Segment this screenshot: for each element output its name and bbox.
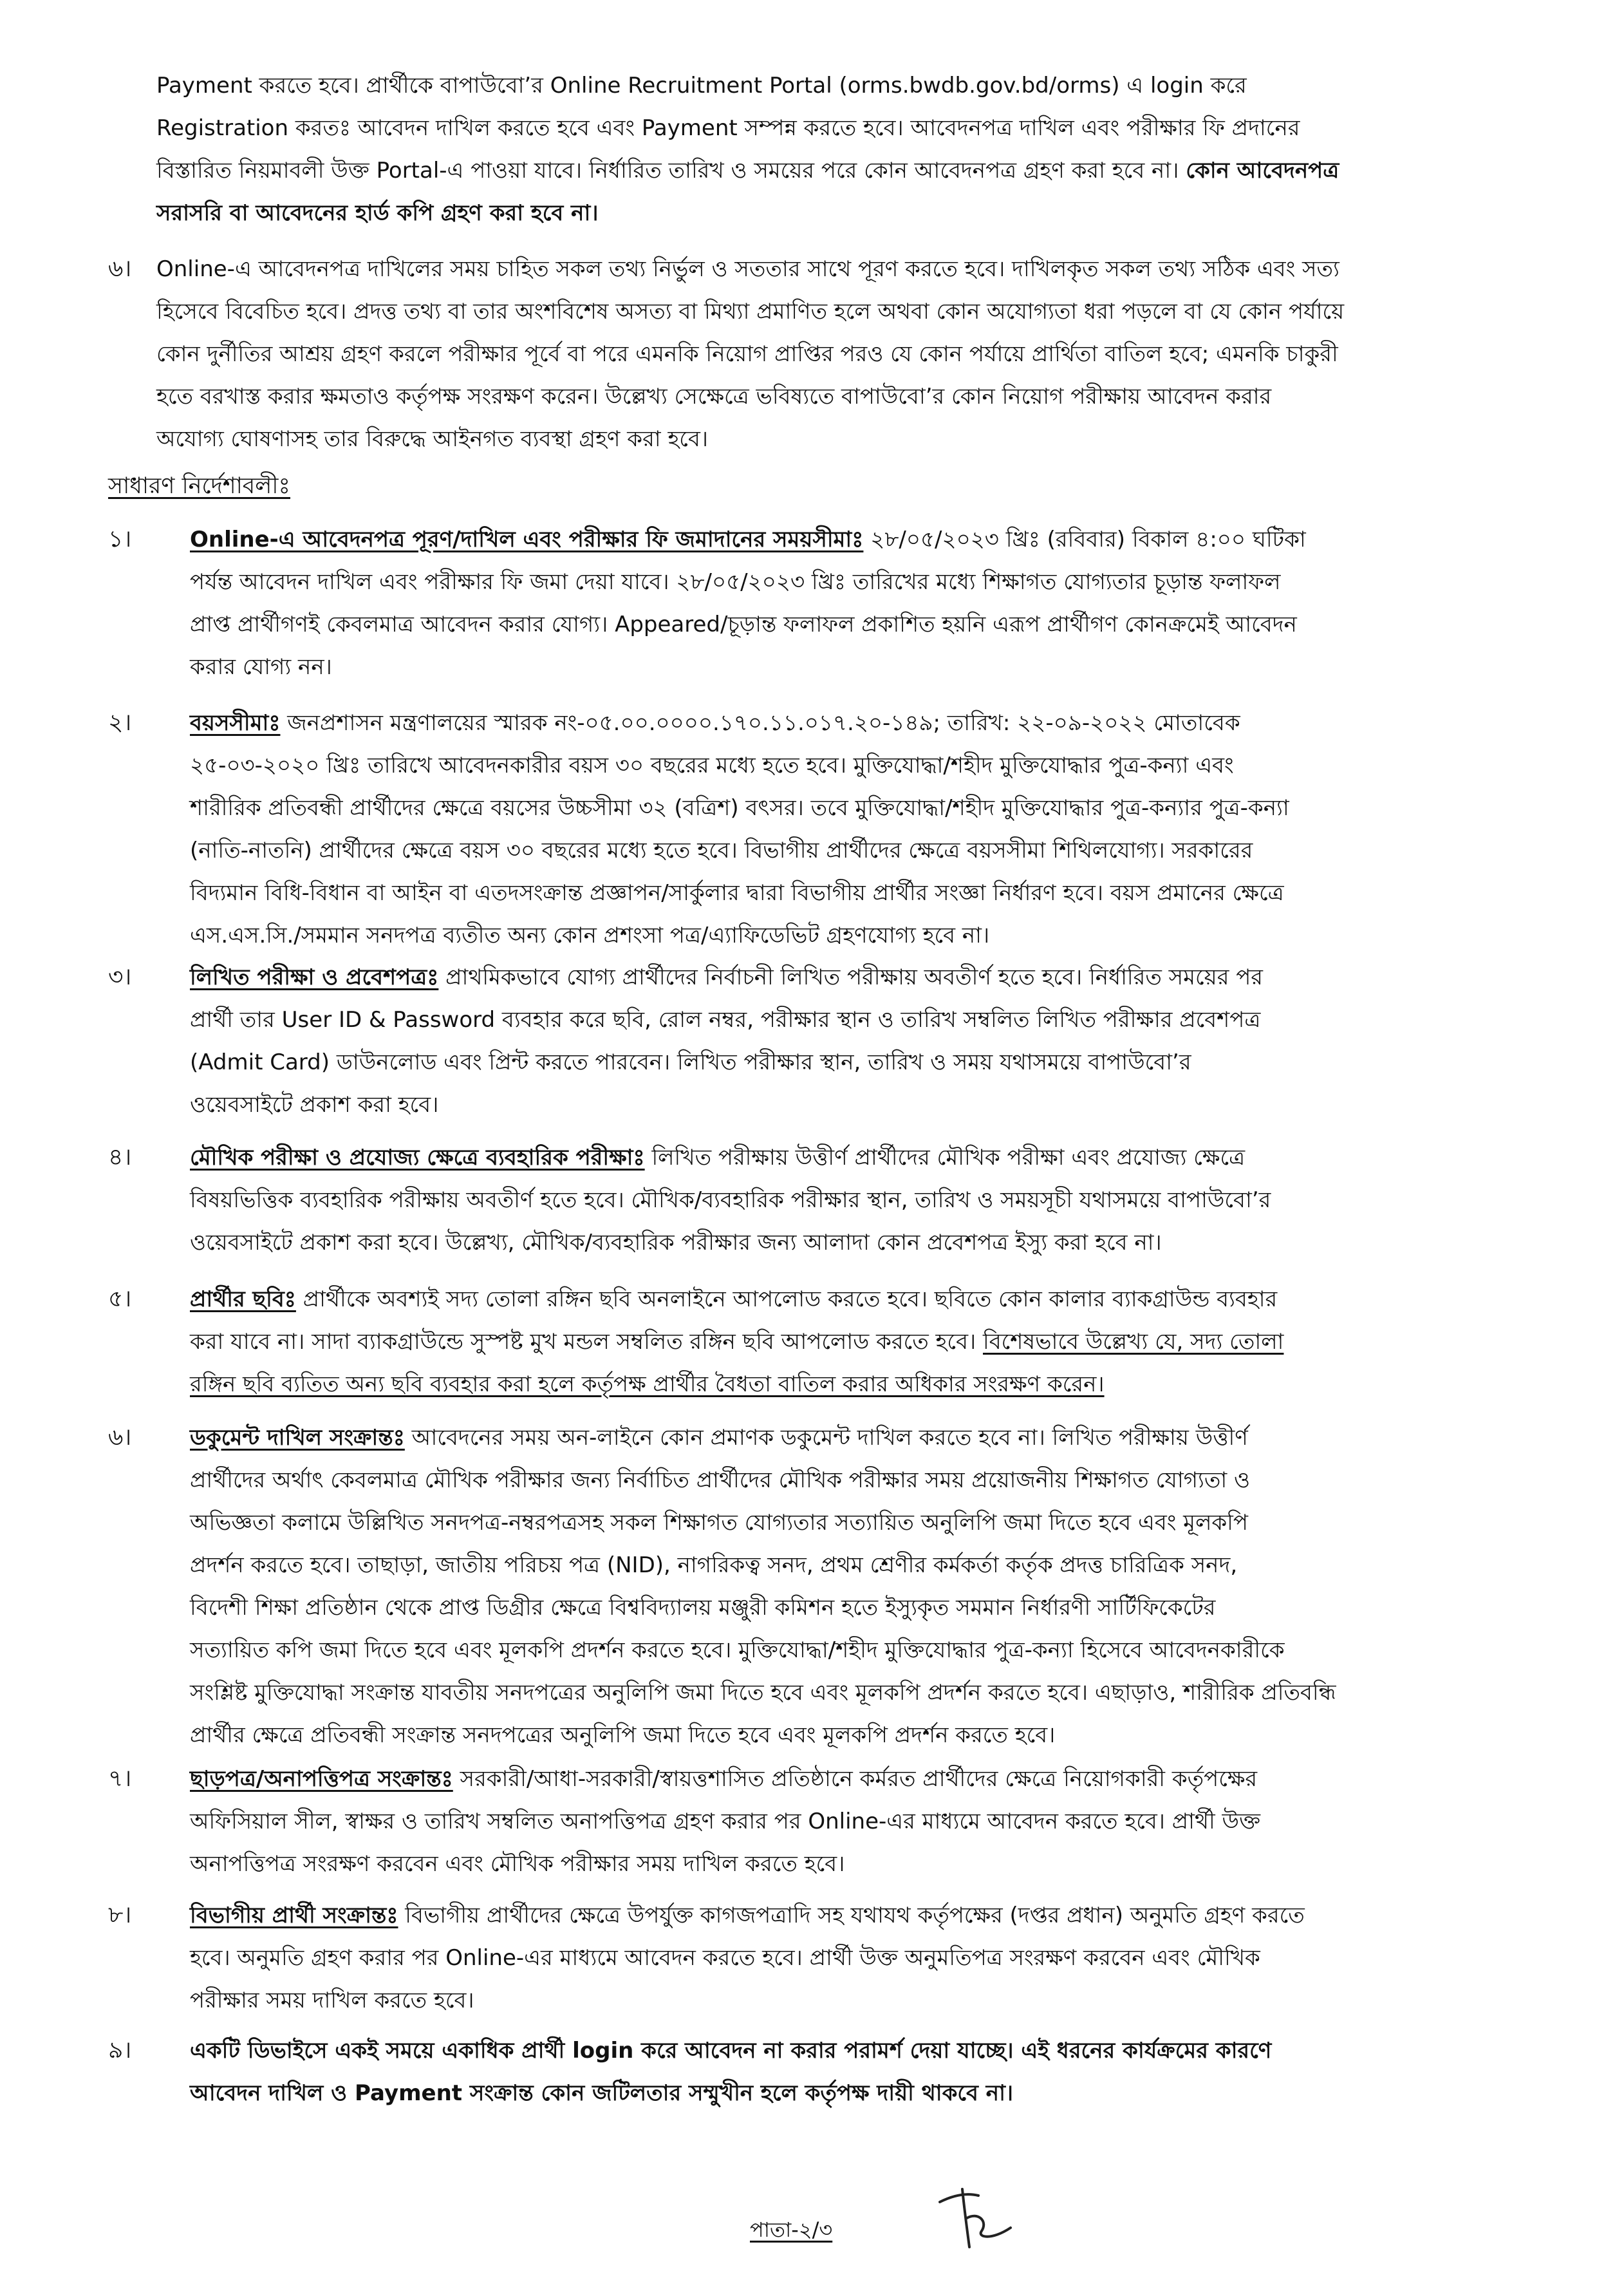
point6-line: অযোগ্য ঘোষণাসহ তার বিরুদ্ধে আইনগত ব্যবস্থা গ্রহণ করা হবে। [156,426,709,452]
intro-line: বিস্তারিত নিয়মাবলী উক্ত Portal-এ পাওয়া যাবে। নির্ধারিত তারিখ ও সময়ের পরে কোন আবেদনপত্র গ্রহণ করা হবে না। কোন আবেদনপত্র [156,158,1339,183]
item-6-paragraph: ডকুমেন্ট দাখিল সংক্রান্তঃ আবেদনের সময় অন-লাইনে কোন প্রমাণক ডকুমেন্ট দাখিল করতে হবে না। লিখিত পরীক্ষায় উত্তীর্ণ প্রার্থীদের অর্থাৎ কেবলমাত্র মৌখিক পরীক্ষার জন্য নির্বাচিত প্রার্থীদের মৌখিক পরীক্ষার সময় প্রয়োজনীয় শিক্ষাগত যোগ্যতা ও অভিজ্ঞতা কলামে উল্লিখিত সনদপত্র-নম্বরপত্রসহ সকল শিক্ষাগত যোগ্যতার সত্যায়িত অনুলিপি জমা দিতে হবে এবং মূলকপি প্রদর্শন করতে হবে। তাছাড়া, জাতীয় পরিচয় পত্র (NID), নাগরিকত্ব সনদ, প্রথম শ্রেণীর কর্মকর্তা কর্তৃক প্রদত্ত চারিত্রিক সনদ, বিদেশী শিক্ষা প্রতিষ্ঠান থেকে প্রাপ্ত ডিগ্রীর ক্ষেত্রে বিশ্ববিদ্যালয় মঞ্জুরী কমিশন হতে ইস্যুকৃত সমমান নির্ধারণী সার্টিফিকেটের সত্যায়িত কপি জমা দিতে হবে এবং মূলকপি প্রদর্শন করতে হবে। মুক্তিযোদ্ধা/শহীদ মুক্তিযোদ্ধার পুত্র-কন্যা হিসেবে আবেদনকারীকে সংশ্লিষ্ট মুক্তিযোদ্ধা সংক্রান্ত যাবতীয় সনদপত্রের অনুলিপি জমা দিতে হবে এবং মূলকপি প্রদর্শন করতে হবে। এছাড়াও, শারীরিক প্রতিবন্ধি প্রার্থীর ক্ষেত্রে প্রতিবন্ধী সংক্রান্ত সনদপত্রের অনুলিপি জমা দিতে হবে এবং মূলকপি প্রদর্শন করতে হবে। [190,1425,1336,1748]
item-4-number: ৪। [108,1144,132,1171]
item-8-number: ৮। [108,1902,132,1928]
item-7-title: ছাড়পত্র/অনাপত্তিপত্র সংক্রান্তঃ [190,1766,453,1792]
item-4-paragraph: মৌখিক পরীক্ষা ও প্রযোজ্য ক্ষেত্রে ব্যবহারিক পরীক্ষাঃ লিখিত পরীক্ষায় উত্তীর্ণ প্রার্থীদের মৌখিক পরীক্ষা এবং প্রযোজ্য ক্ষেত্রে বিষয়ভিত্তিক ব্যবহারিক পরীক্ষায় অবতীর্ণ হতে হবে। মৌখিক/ব্যবহারিক পরীক্ষার স্থান, তারিখ ও সময়সূচী যথাসময়ে বাপাউবো’র ওয়েবসাইটে প্রকাশ করা হবে। উল্লেখ্য, মৌখিক/ব্যবহারিক পরীক্ষার জন্য আলাদা কোন প্রবেশপত্র ইস্যু করা হবে না। [190,1145,1271,1256]
item-3-paragraph: লিখিত পরীক্ষা ও প্রবেশপত্রঃ প্রাথমিকভাবে যোগ্য প্রার্থীদের নির্বাচনী লিখিত পরীক্ষায় অবতীর্ণ হতে হবে। নির্ধারিত সময়ের পর প্রার্থী তার User ID & Password ব্যবহার করে ছবি, রোল নম্বর, পরীক্ষার স্থান ও তারিখ সম্বলিত লিখিত পরীক্ষার প্রবেশপত্র (Admit Card) ডাউনলোড এবং প্রিন্ট করতে পারবেন। লিখিত পরীক্ষার স্থান, তারিখ ও সময় যথাসময়ে বাপাউবো’র ওয়েবসাইটে প্রকাশ করা হবে। [190,965,1263,1118]
intro-line: Payment করতে হবে। প্রার্থীকে বাপাউবো’র Online Recruitment Portal (orms.bwdb.gov.bd/orms) এ login করে [156,73,1247,99]
item-1-paragraph: Online-এ আবেদনপত্র পূরণ/দাখিল এবং পরীক্ষার ফি জমাদানের সময়সীমাঃ ২৮/০৫/২০২৩ খ্রিঃ (রবিবার) বিকাল ৪:০০ ঘটিকা পর্যন্ত আবেদন দাখিল এবং পরীক্ষার ফি জমা দেয়া যাবে। ২৮/০৫/২০২৩ খ্রিঃ তারিখের মধ্যে শিক্ষাগত যোগ্যতার চূড়ান্ত ফলাফল প্রাপ্ত প্রার্থীগণই কেবলমাত্র আবেদন করার যোগ্য। Appeared/চূড়ান্ত ফলাফল প্রকাশিত হয়নি এরূপ প্রার্থীগণ কোনক্রমেই আবেদন করার যোগ্য নন। [190,527,1306,680]
item-1-title: Online-এ আবেদনপত্র পূরণ/দাখিল এবং পরীক্ষার ফি জমাদানের সময়সীমাঃ [190,527,864,552]
item-2-number: ২। [108,710,132,736]
item-8-title: বিভাগীয় প্রার্থী সংক্রান্তঃ [190,1903,398,1928]
item-9-paragraph: একটি ডিভাইসে একই সময়ে একাধিক প্রার্থী login করে আবেদন না করার পরামর্শ দেয়া যাচ্ছে। এই ধরনের কার্যক্রমের কারণে আবেদন দাখিল ও Payment সংক্রান্ত কোন জটিলতার সম্মুখীন হলে কর্তৃপক্ষ দায়ী থাকবে না। [190,2038,1272,2106]
item-6-title: ডকুমেন্ট দাখিল সংক্রান্তঃ [190,1425,405,1451]
signature-icon [927,2183,1023,2254]
page-number: পাতা-২/৩ [750,2217,833,2242]
point6-line: Online-এ আবেদনপত্র দাখিলের সময় চাহিত সকল তথ্য নির্ভুল ও সততার সাথে পূরণ করতে হবে। দাখিলকৃত সকল তথ্য সঠিক এবং সত্য [156,256,1339,282]
point6-number: ৬। [108,256,132,282]
item-2-title: বয়সসীমাঃ [190,710,281,736]
point6-line: হতে বরখাস্ত করার ক্ষমতাও কর্তৃপক্ষ সংরক্ষণ করেন। উল্লেখ্য সেক্ষেত্রে ভবিষ্যতে বাপাউবো’র কোন নিয়োগ পরীক্ষায় আবেদন করার [156,384,1272,409]
item-6-number: ৬। [108,1424,132,1451]
intro-line: সরাসরি বা আবেদনের হার্ড কপি গ্রহণ করা হবে না। [156,200,599,226]
item-3-title: লিখিত পরীক্ষা ও প্রবেশপত্রঃ [190,965,439,990]
item-5-paragraph: প্রার্থীর ছবিঃ প্রার্থীকে অবশ্যই সদ্য তোলা রঙ্গিন ছবি অনলাইনে আপলোড করতে হবে। ছবিতে কোন কালার ব্যাকগ্রাউন্ড ব্যবহার করা যাবে না। সাদা ব্যাকগ্রাউন্ডে সুস্পষ্ট মুখ মন্ডল সম্বলিত রঙ্গিন ছবি আপলোড করতে হবে। বিশেষভাবে উল্লেখ্য যে, সদ্য তোলা রঙ্গিন ছবি ব্যতিত অন্য ছবি ব্যবহার করা হলে কর্তৃপক্ষ প্রার্থীর বৈধতা বাতিল করার অধিকার সংরক্ষণ করেন। [190,1286,1284,1397]
general-instructions-heading: সাধারণ নির্দেশাবলীঃ [108,473,291,499]
item-9-number: ৯। [108,2037,132,2064]
point6-line: কোন দুর্নীতির আশ্রয় গ্রহণ করলে পরীক্ষার পূর্বে বা পরে এমনকি নিয়োগ প্রাপ্তির পরও যে কোন পর্যায়ে প্রার্থিতা বাতিল হবে; এমনকি চাকুরী [156,341,1338,367]
intro-line: Registration করতঃ আবেদন দাখিল করতে হবে এবং Payment সম্পন্ন করতে হবে। আবেদনপত্র দাখিল এবং পরীক্ষার ফি প্রদানের [156,115,1300,141]
item-1-number: ১। [108,526,132,552]
point6-paragraph [156,248,1540,460]
item-7-number: ৭। [108,1765,132,1792]
point6-line: হিসেবে বিবেচিত হবে। প্রদত্ত তথ্য বা তার অংশবিশেষ অসত্য বা মিথ্যা প্রমাণিত হলে অথবা কোন অযোগ্যতা ধরা পড়লে বা যে কোন পর্যায়ে [156,299,1345,325]
item-5-number: ৫। [108,1286,132,1312]
item-5-title: প্রার্থীর ছবিঃ [190,1286,296,1312]
item-8-paragraph: বিভাগীয় প্রার্থী সংক্রান্তঃ বিভাগীয় প্রার্থীদের ক্ষেত্রে উপর্যুক্ত কাগজপত্রাদি সহ যথাযথ কর্তৃপক্ষের (দপ্তর প্রধান) অনুমতি গ্রহণ করতে হবে। অনুমতি গ্রহণ করার পর Online-এর মাধ্যমে আবেদন করতে হবে। প্রার্থী উক্ত অনুমতিপত্র সংরক্ষণ করবেন এবং মৌখিক পরীক্ষার সময় দাখিল করতে হবে। [190,1903,1305,2013]
item-3-number: ৩। [108,964,132,990]
item-7-paragraph: ছাড়পত্র/অনাপত্তিপত্র সংক্রান্তঃ সরকারী/আধা-সরকারী/স্বায়ত্তশাসিত প্রতিষ্ঠানে কর্মরত প্রার্থীদের ক্ষেত্রে নিয়োগকারী কর্তৃপক্ষের অফিসিয়াল সীল, স্বাক্ষর ও তারিখ সম্বলিত অনাপত্তিপত্র গ্রহণ করার পর Online-এর মাধ্যমে আবেদন করতে হবে। প্রার্থী উক্ত অনাপত্তিপত্র সংরক্ষণ করবেন এবং মৌখিক পরীক্ষার সময় দাখিল করতে হবে। [190,1766,1261,1877]
intro-paragraph [156,64,1540,234]
item-2-paragraph: বয়সসীমাঃ জনপ্রশাসন মন্ত্রণালয়ের স্মারক নং-০৫.০০.০০০০.১৭০.১১.০১৭.২০-১৪৯; তারিখ: ২২-০৯-২০২২ মোতাবেক ২৫-০৩-২০২০ খ্রিঃ তারিখে আবেদনকারীর বয়স ৩০ বছরের মধ্যে হতে হবে। মুক্তিযোদ্ধা/শহীদ মুক্তিযোদ্ধার পুত্র-কন্যা এবং শারীরিক প্রতিবন্ধী প্রার্থীদের ক্ষেত্রে বয়সের উচ্চসীমা ৩২ (বত্রিশ) বৎসর। তবে মুক্তিযোদ্ধা/শহীদ মুক্তিযোদ্ধার পুত্র-কন্যার পুত্র-কন্যা (নাতি-নাতনি) প্রার্থীদের ক্ষেত্রে বয়স ৩০ বছরের মধ্যে হতে হবে। বিভাগীয় প্রার্থীদের ক্ষেত্রে বয়সসীমা শিথিলযোগ্য। সরকারের বিদ্যমান বিধি-বিধান বা আইন বা এতদসংক্রান্ত প্রজ্ঞাপন/সার্কুলার দ্বারা বিভাগীয় প্রার্থীর সংজ্ঞা নির্ধারণ হবে। বয়স প্রমানের ক্ষেত্রে এস.এস.সি./সমমান সনদপত্র ব্যতীত অন্য কোন প্রশংসা পত্র/এ্যাফিডেভিট গ্রহণযোগ্য হবে না। [190,710,1289,948]
item-4-title: মৌখিক পরীক্ষা ও প্রযোজ্য ক্ষেত্রে ব্যবহারিক পরীক্ষাঃ [190,1145,645,1171]
